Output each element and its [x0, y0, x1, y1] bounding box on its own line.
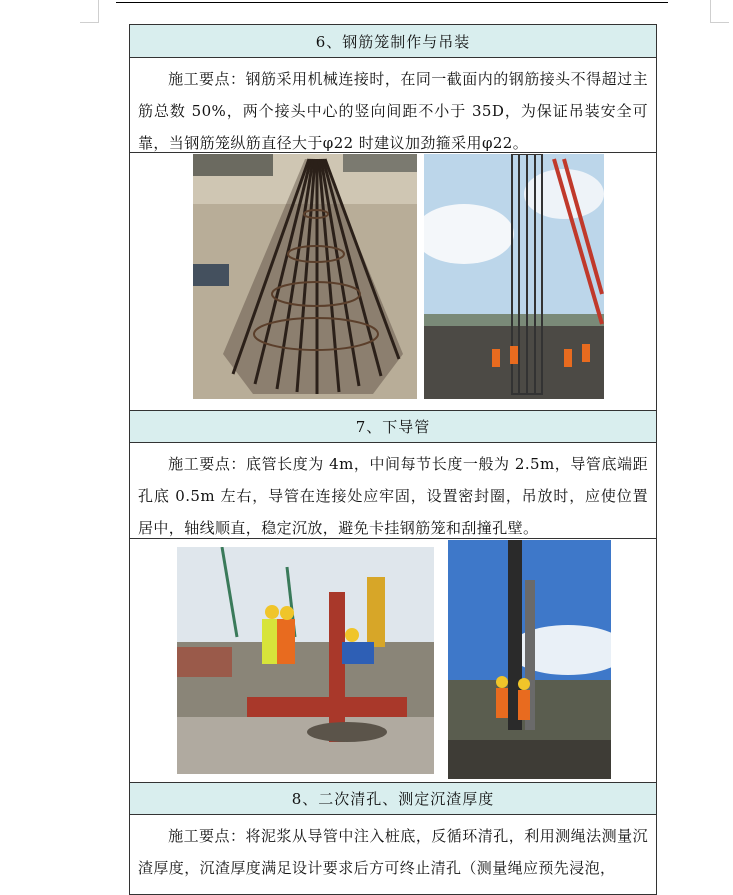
cage-lifting-photo	[424, 154, 604, 399]
rebar-cage-photo	[193, 154, 417, 399]
drilling-rig-photo	[448, 540, 611, 779]
section-6-heading	[130, 25, 656, 57]
section-6-text	[130, 57, 656, 152]
section-8-body: 施工要点：将泥浆从导管中注入桩底，反循环清孔，利用测绳法测量沉渣厚度，沉渣厚度满足设计要求后方可终止清孔（测量绳应预先浸泡，	[138, 827, 648, 877]
section-6-body: 施工要点：钢筋采用机械连接时，在同一截面内的钢筋接头不得超过主筋总数 50%，两个接头中心的竖向间距不小于 35D，为保证吊装安全可靠，当钢筋笼纵筋直径大于φ22 时建议加劲箍采用φ22。	[138, 70, 648, 152]
section-8-text	[130, 814, 656, 894]
section-6-photos	[130, 152, 656, 410]
section-7-body: 施工要点：底管长度为 4m，中间每节长度一般为 2.5m，导管底端距孔底 0.5m 左右，导管在连接处应牢固，设置密封圈，吊放时，应使位置居中，轴线顺直，稳定沉放，避免卡挂钢筋笼和刮撞孔壁。	[138, 455, 648, 537]
section-8-heading	[130, 782, 656, 814]
section-8-title: 8、二次清孔、测定沉渣厚度	[291, 790, 495, 808]
page-corner-marker-left	[80, 0, 99, 23]
page-corner-marker-right	[710, 0, 729, 23]
section-7-title: 7、下导管	[355, 418, 431, 436]
section-7-text	[130, 442, 656, 538]
section-7-heading	[130, 410, 656, 442]
header-rule	[116, 2, 668, 3]
section-6-title: 6、钢筋笼制作与吊装	[315, 32, 471, 51]
conduit-installation-photo	[177, 547, 434, 774]
section-7-photos	[130, 538, 656, 782]
construction-steps-table	[129, 24, 657, 895]
